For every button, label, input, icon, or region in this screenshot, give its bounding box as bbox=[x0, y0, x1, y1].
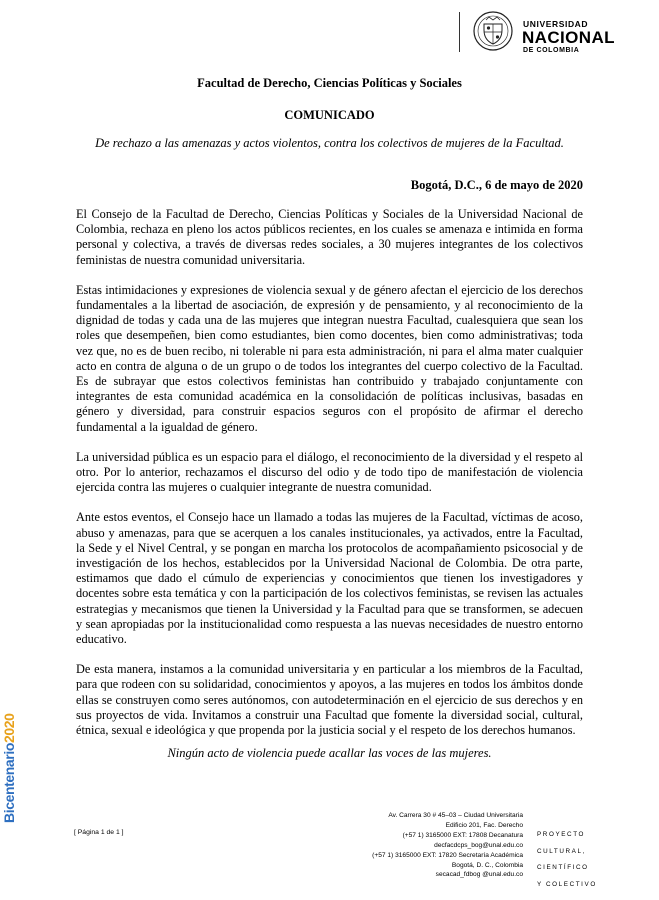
paragraph: Ante estos eventos, el Consejo hace un llamado a todas las mujeres de la Facultad, víctimas de acoso, abuso y amenazas, para que se acerquen a los canales institucionales, ya activados, entre la Facultad, la Sede y el Nivel Central, y se pongan en marcha los protocolos de acompañamiento psicosocial y de investigación de los hechos, establecidos por la Universidad Nacional de Colombia. De otra parte, estimamos que dado el cúmulo de experiencias y conocimientos que tienen los investigadores y docentes sobre esta temática y con la participación de los colectivos feministas, se revisen las actuales estrategias y mecanismos que tienen la Universidad y la Facultad para que se transformen, se adecuen y sean apropiadas por la institucionalidad como respuesta a las nuevas necesidades de nuestro entorno educativo. bbox=[76, 510, 583, 647]
slogan-line: CULTURAL, bbox=[537, 847, 586, 855]
slogan-line: PROYECTO bbox=[537, 831, 586, 838]
closing-statement: Ningún acto de violencia puede acallar las voces de las mujeres. bbox=[167, 746, 492, 760]
logo-text-universidad: UNIVERSIDAD bbox=[523, 19, 589, 29]
paragraph: De esta manera, instamos a la comunidad universitaria y en particular a los miembros de la Facultad, para que rodeen con su solidaridad, conocimientos y apoyos, a las mujeres en todos los ámbitos donde ellas se construyen como seres autónomos, con autodeterminación en el ejercicio de sus derechos y en sus proyectos de vida. Invitamos a construir una Facultad que fomente la diversidad social, cultural, étnica, sexual e ideológica y que propenda por la justicia social y el respeto de los derechos humanos. bbox=[76, 662, 583, 738]
document-title: COMUNICADO bbox=[284, 108, 375, 122]
bicentenario-year: 2020 bbox=[1, 713, 17, 743]
footer-address bbox=[372, 811, 523, 880]
slogan-line: Y COLECTIVO bbox=[537, 880, 597, 888]
page-number: [ Página 1 de 1 ] bbox=[74, 829, 124, 836]
address-line: (+57 1) 3165000 EXT: 17820 Secretaría Académica bbox=[372, 851, 523, 859]
address-line: (+57 1) 3165000 EXT: 17808 Decanatura bbox=[402, 831, 523, 839]
document-date: Bogotá, D.C., 6 de mayo de 2020 bbox=[410, 178, 583, 192]
email-link[interactable]: decfacdcps_bog@unal.edu.co bbox=[434, 841, 523, 849]
footer-slogan bbox=[537, 827, 597, 893]
paragraph: El Consejo de la Facultad de Derecho, Ciencias Políticas y Sociales de la Universidad Nacional de Colombia, rechaza en pleno los actos públicos recientes, en los cuales se amenaza e intimida en forma personal y colectiva, a través de diversas redes sociales, a 30 mujeres integrantes de los colectivos feministas de nuestra comunidad universitaria. bbox=[76, 207, 583, 267]
paragraph: Estas intimidaciones y expresiones de violencia sexual y de género afectan el ejercicio de los derechos fundamentales a la libertad de asociación, de expresión y de pensamiento, y al reconocimiento de la dignidad de todas y cada una de las mujeres que integran nuestra Facultad, cualesquiera que sean los roles que desempeñen, bien como estudiantes, bien como docentes, bien como administrativas; toda vez que, no es de buen recibo, ni tolerable ni para esta administración, ni para el alma mater cualquier acto en contra de alguna o de un grupo o de todos los integrantes del cuerpo colectivo de la Facultad. Es de subrayar que estos colectivos feministas han contribuido y trabajado conjuntamente con integrantes de esta comunidad académica en la consolidación de políticas inclusivas, basadas en género y diversidad, para construir espacios seguros con el propósito de afirmar el derecho fundamental a la igualdad de género. bbox=[76, 282, 583, 434]
address-line: Av. Carrera 30 # 45–03 – Ciudad Universitaria bbox=[388, 812, 523, 819]
bicentenario-text: Bicentenario bbox=[1, 743, 17, 823]
faculty-heading: Facultad de Derecho, Ciencias Políticas y Sociales bbox=[197, 76, 462, 90]
university-logo bbox=[459, 8, 649, 58]
document-body bbox=[76, 207, 583, 753]
paragraph: La universidad pública es un espacio para el diálogo, el reconocimiento de la diversidad y el respeto al otro. Por lo anterior, rechazamos el discurso del odio y de todo tipo de manifestación de violencia ejercida contra las mujeres o cualquier integrante de nuestra comunidad. bbox=[76, 449, 583, 495]
email-link[interactable]: secacad_fdbog @unal.edu.co bbox=[435, 871, 523, 879]
logo-text-nacional: NACIONAL bbox=[522, 28, 615, 47]
address-line: Bogotá, D. C., Colombia bbox=[451, 861, 523, 869]
logo-divider bbox=[459, 12, 460, 52]
document-subtitle: De rechazo a las amenazas y actos violentos, contra los colectivos de mujeres de la Facultad. bbox=[95, 136, 564, 150]
bicentenario-side-mark bbox=[1, 713, 17, 823]
slogan-line: CIENTÍFICO bbox=[537, 864, 589, 871]
logo-text-de-colombia: DE COLOMBIA bbox=[523, 47, 580, 54]
university-seal-icon bbox=[472, 10, 514, 52]
address-line: Edificio 201, Fac. Derecho bbox=[445, 821, 523, 829]
